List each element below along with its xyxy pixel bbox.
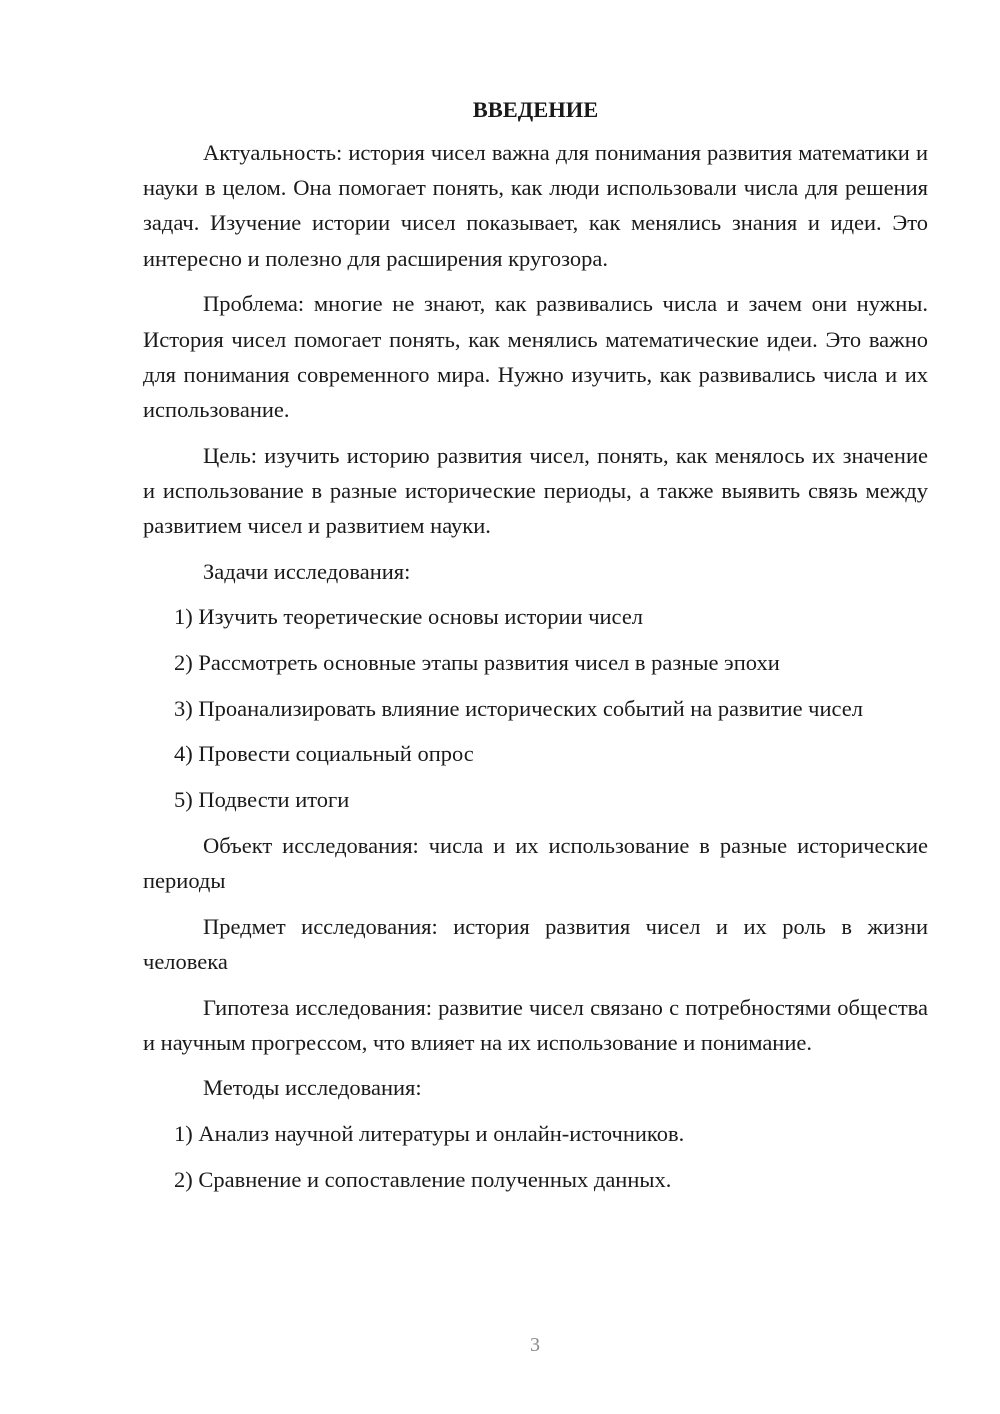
method-item-2: 2) Сравнение и сопоставление полученных данных.	[174, 1166, 672, 1192]
task-item-5: 5) Подвести итоги	[174, 787, 350, 813]
task-item-4: 4) Провести социальный опрос	[174, 741, 474, 767]
page-title: ВВЕДЕНИЕ	[472, 97, 599, 122]
task-item-3: 3) Проанализировать влияние исторических событий на развитие чисел	[174, 695, 864, 721]
document-body	[143, 92, 928, 1207]
task-item-2: 2) Рассмотреть основные этапы развития чисел в разные эпохи	[174, 649, 780, 675]
subject-paragraph: Предмет исследования: история развития чисел и их роль в жизни человека	[143, 913, 928, 974]
task-item-1: 1) Изучить теоретические основы истории чисел	[174, 604, 644, 630]
goal-paragraph: Цель: изучить историю развития чисел, понять, как менялось их значение и использование в разные исторические периоды, а также выявить связь между развитием чисел и развитием науки.	[143, 442, 928, 539]
problem-paragraph: Проблема: многие не знают, как развивались числа и зачем они нужны. История чисел помогает понять, как менялись математические идеи. Это важно для понимания современного мира. Нужно изучить, как развивались числа и их использование.	[143, 291, 928, 422]
method-item-1: 1) Анализ научной литературы и онлайн-источников.	[174, 1120, 685, 1146]
methods-heading: Методы исследования:	[203, 1075, 422, 1101]
hypothesis-paragraph: Гипотеза исследования: развитие чисел связано с потребностями общества и научным прогрессом, что влияет на их использование и понимание.	[143, 994, 928, 1055]
page-number: 3	[530, 1334, 540, 1356]
relevance-paragraph: Актуальность: история чисел важна для понимания развития математики и науки в целом. Она помогает понять, как люди использовали числа для решения задач. Изучение истории чисел показывает, как менялись знания и идеи. Это интересно и полезно для расширения кругозора.	[143, 140, 928, 271]
object-paragraph: Объект исследования: числа и их использование в разные исторические периоды	[143, 832, 928, 893]
tasks-heading: Задачи исследования:	[203, 558, 411, 584]
